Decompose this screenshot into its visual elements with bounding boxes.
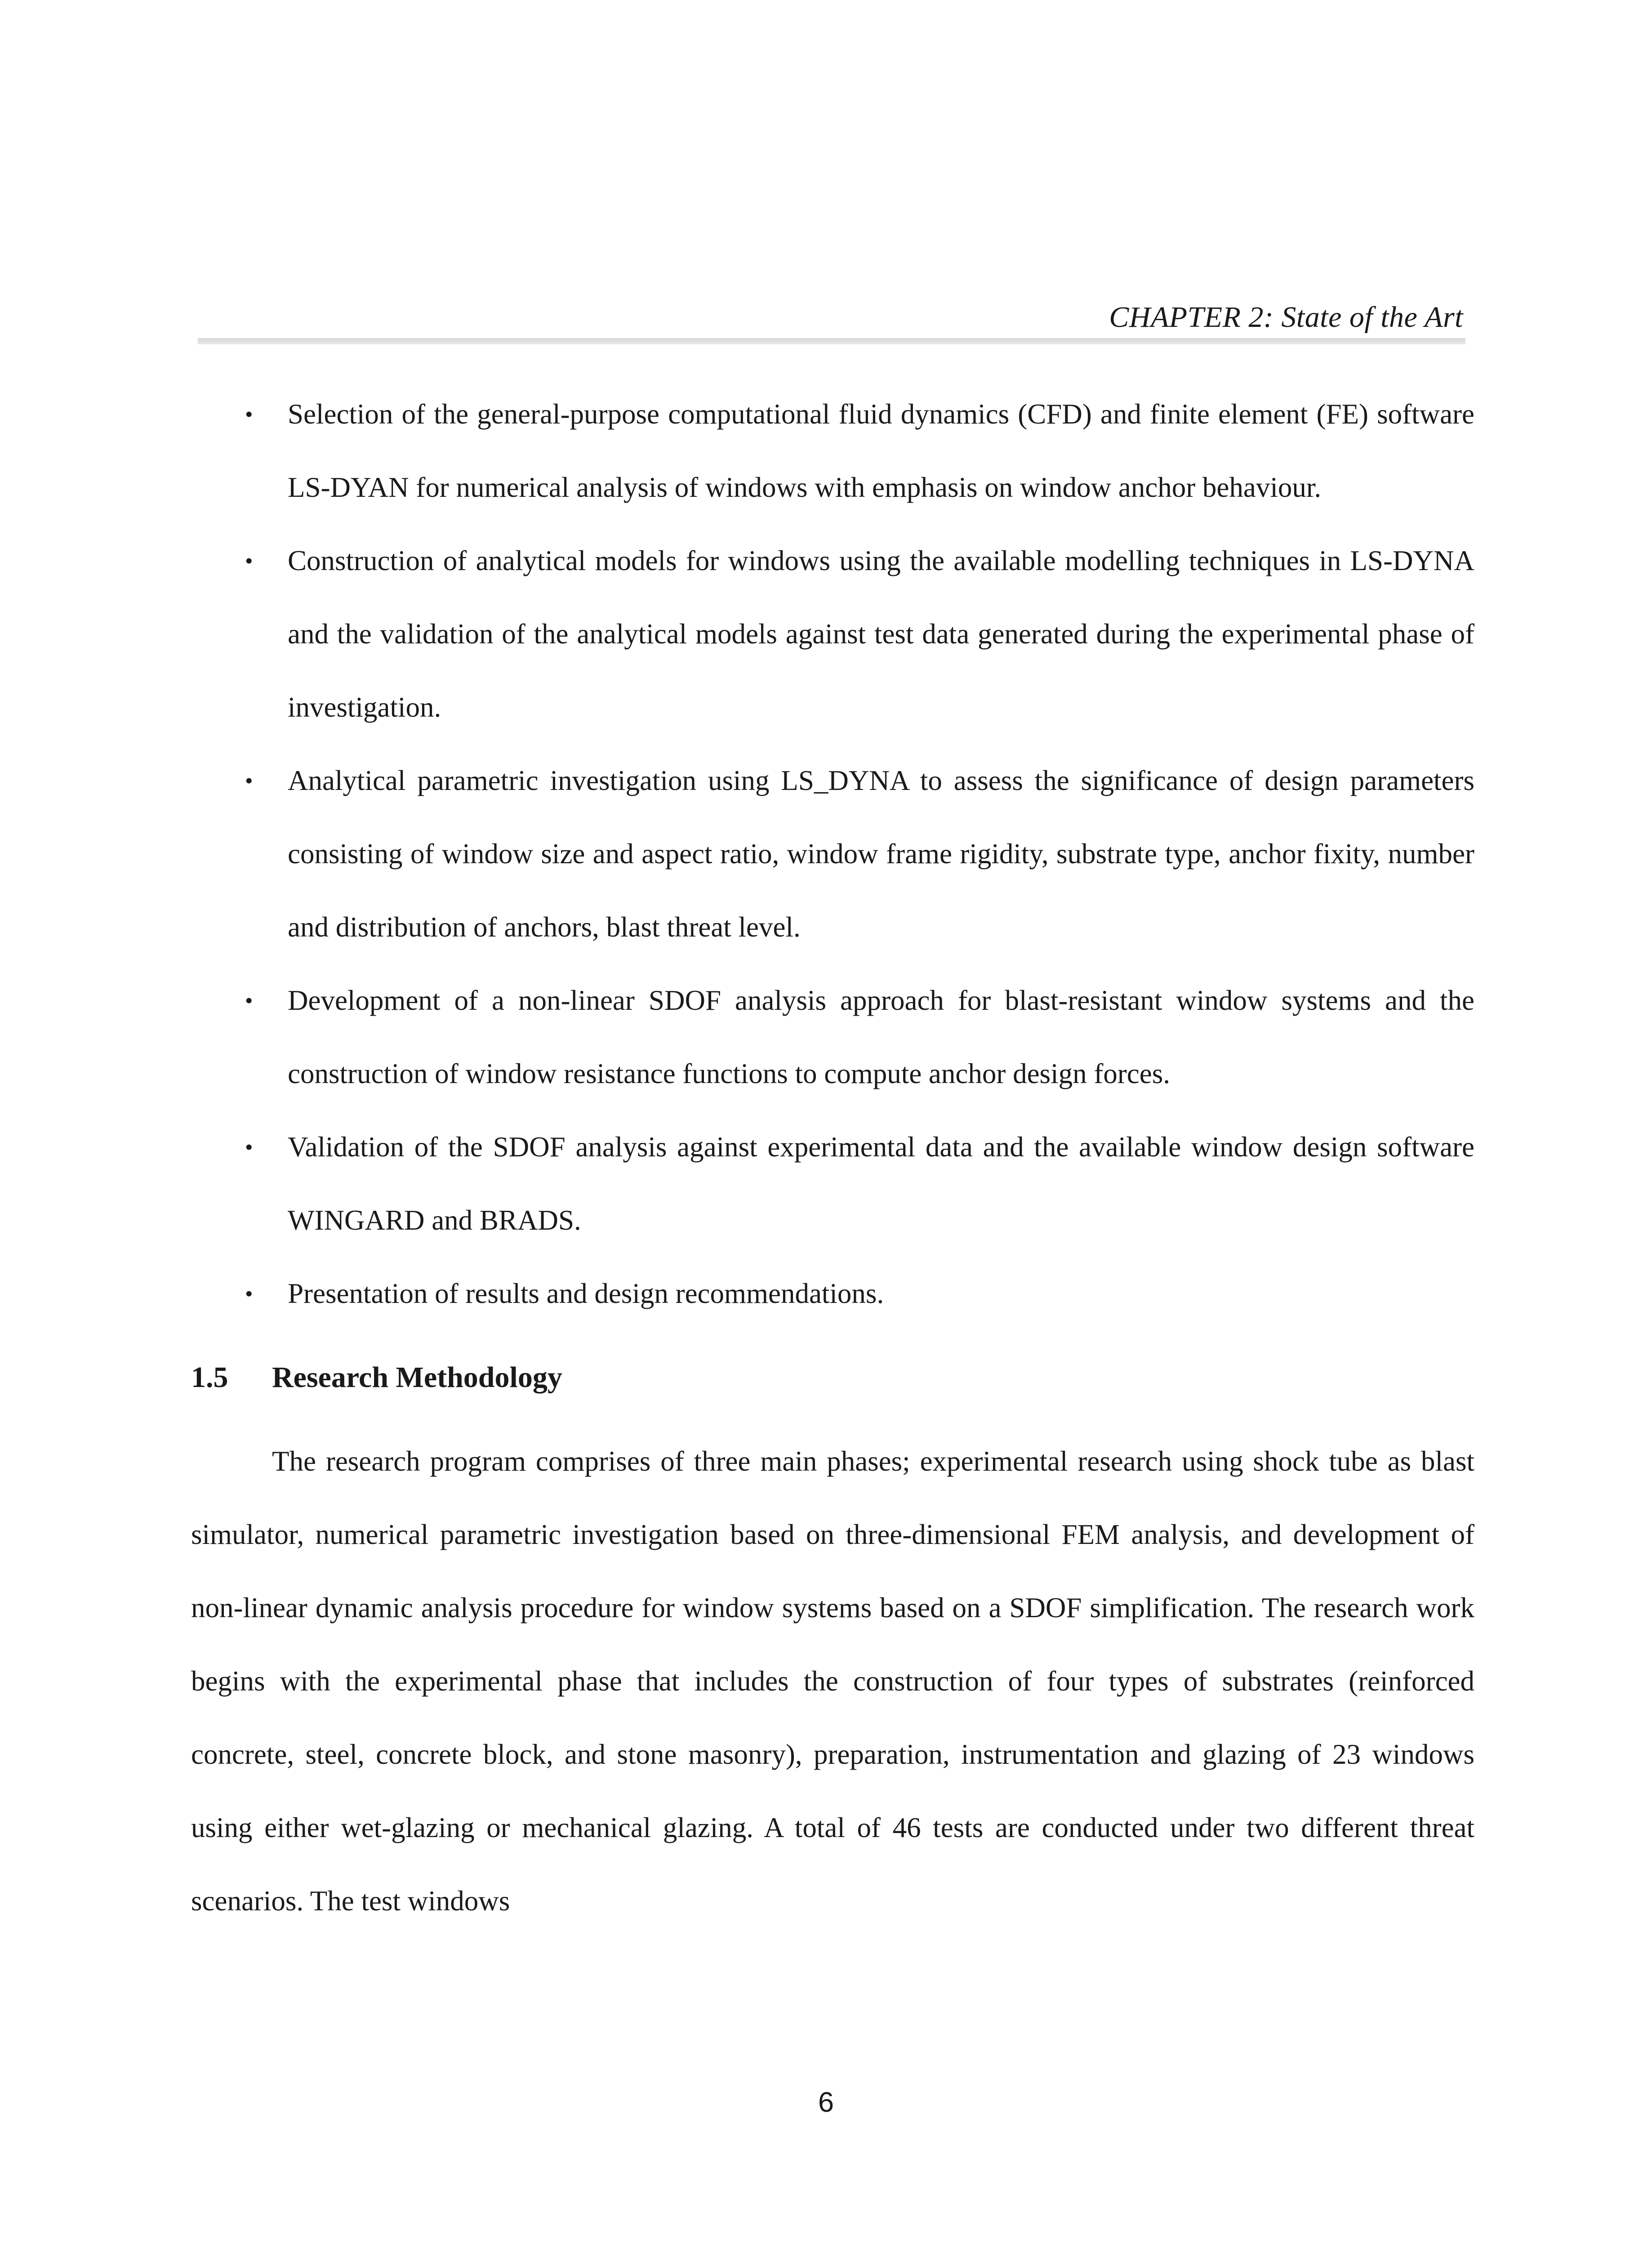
header-rule [198, 338, 1465, 344]
list-item [191, 378, 1474, 524]
body-paragraph: The research program comprises of three main phases; experimental research using shock tube as blast simulator, numerical parametric investigation based on three-dimensional FEM analysis, and development of non-linear dynamic analysis procedure for window systems based on a SDOF simplification. The research work begins with the experimental phase that includes the construction of four types of substrates (reinforced concrete, steel, concrete block, and stone masonry), preparation, instrumentation and glazing of 23 windows using either wet-glazing or mechanical glazing. A total of 46 tests are conducted under two different threat scenarios. The test windows [191, 1445, 1474, 1917]
bullet-icon: • [245, 988, 253, 1013]
list-item-text: Presentation of results and design recommendations. [288, 1278, 884, 1309]
running-head: CHAPTER 2: State of the Art [1109, 301, 1463, 334]
list-item-text: Construction of analytical models for windows using the available modelling techniques in LS-DYNA and the validation of the analytical models against test data generated during the experimental phase of investigation. [288, 545, 1474, 723]
page-number: 6 [818, 2087, 834, 2118]
bullet-icon: • [245, 401, 253, 427]
bullet-icon: • [245, 1134, 253, 1160]
page-body [191, 378, 1474, 1938]
list-item-text: Validation of the SDOF analysis against experimental data and the available window design software WINGARD and BRADS. [288, 1131, 1474, 1236]
list-item [191, 1257, 1474, 1330]
list-item-text: Development of a non-linear SDOF analysis approach for blast-resistant window systems and the construction of window resistance functions to compute anchor design forces. [288, 985, 1474, 1089]
list-item [191, 964, 1474, 1111]
section-title: Research Methodology [272, 1361, 562, 1394]
list-item-text: Selection of the general-purpose computational fluid dynamics (CFD) and finite element (FE) software LS-DYAN for numerical analysis of windows with emphasis on window anchor behaviour. [288, 398, 1474, 503]
bullet-icon: • [245, 1281, 253, 1306]
list-item [191, 744, 1474, 964]
list-item-text: Analytical parametric investigation using LS_DYNA to assess the significance of design parameters consisting of window size and aspect ratio, window frame rigidity, substrate type, anchor fixity, number and distribution of anchors, blast threat level. [288, 765, 1474, 943]
list-item [191, 1111, 1474, 1257]
section-heading [191, 1335, 1474, 1420]
list-item [191, 524, 1474, 744]
bullet-icon: • [245, 548, 253, 573]
objectives-list [191, 378, 1474, 1330]
section-number: 1.5 [191, 1361, 228, 1394]
bullet-icon: • [245, 768, 253, 793]
